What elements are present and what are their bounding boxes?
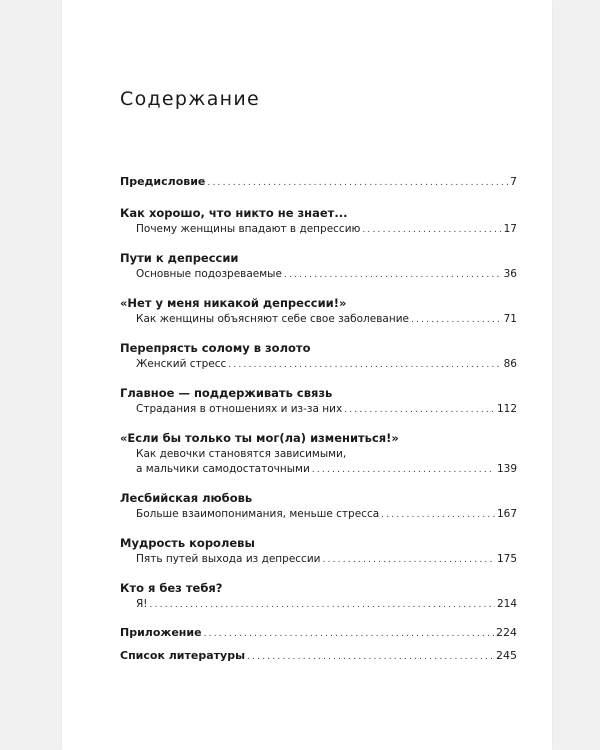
dot-leader: [247, 650, 494, 665]
toc-chapter: [120, 295, 517, 328]
toc-page-number: 7: [510, 175, 517, 188]
dot-leader: [344, 403, 495, 418]
table-of-contents: [120, 174, 517, 677]
toc-page-number: 224: [496, 626, 517, 639]
dot-leader: [207, 176, 508, 191]
toc-entry-bibliography: [120, 648, 517, 665]
dot-leader: [204, 627, 494, 642]
chapter-subtitle: Как женщины объясняют себе свое заболевание: [136, 313, 409, 325]
dot-leader: [150, 598, 495, 613]
dot-leader: [362, 223, 501, 238]
chapter-subtitle-line: Как девочки становятся зависимыми,: [136, 448, 347, 460]
chapter-title: «Нет у меня никакой депрессии!»: [120, 296, 347, 310]
toc-page-number: 36: [503, 268, 517, 280]
chapter-subtitle: а мальчики самодостаточными: [136, 463, 310, 475]
dot-leader: [411, 313, 502, 328]
chapter-title: Как хорошо, что никто не знает...: [120, 206, 348, 220]
toc-page-number: 112: [496, 403, 517, 415]
toc-chapter: [120, 250, 517, 283]
toc-chapter: [120, 490, 517, 523]
toc-chapter: [120, 580, 517, 613]
chapter-subtitle: Почему женщины впадают в депрессию: [136, 223, 361, 235]
toc-chapter: [120, 385, 517, 418]
chapter-title: Мудрость королевы: [120, 536, 255, 550]
toc-chapter: [120, 340, 517, 373]
toc-page-number: 167: [496, 508, 517, 520]
page-title: Содержание: [120, 88, 260, 110]
dot-leader: [312, 463, 495, 478]
toc-page-number: 71: [503, 313, 517, 325]
chapter-subtitle: Пять путей выхода из депрессии: [136, 553, 321, 565]
book-page: [62, 0, 552, 750]
chapter-title: «Если бы только ты мог(ла) измениться!»: [120, 431, 399, 445]
toc-entry-label: Список литературы: [120, 649, 246, 662]
chapter-title: Главное — поддерживать связь: [120, 386, 333, 400]
toc-chapter: [120, 430, 517, 478]
toc-page-number: 214: [496, 598, 517, 610]
chapter-title: Перепрясть солому в золото: [120, 341, 311, 355]
toc-entry-preface: [120, 174, 517, 191]
toc-chapter: [120, 535, 517, 568]
chapter-subtitle: Больше взаимопонимания, меньше стресса: [136, 508, 380, 520]
chapter-title: Лесбийская любовь: [120, 491, 253, 505]
toc-entry-label: Предисловие: [120, 175, 206, 188]
chapter-subtitle: Основные подозреваемые: [136, 268, 282, 280]
chapter-title: Пути к депрессии: [120, 251, 239, 265]
toc-chapter: [120, 205, 517, 238]
chapter-subtitle: Женский стресс: [136, 358, 227, 370]
dot-leader: [381, 508, 495, 523]
dot-leader: [284, 268, 502, 283]
dot-leader: [228, 358, 501, 373]
toc-entry-appendix: [120, 625, 517, 642]
dot-leader: [322, 553, 494, 568]
toc-page-number: 86: [503, 358, 517, 370]
toc-page-number: 175: [496, 553, 517, 565]
toc-entry-label: Приложение: [120, 626, 202, 639]
chapter-title: Кто я без тебя?: [120, 581, 223, 595]
chapter-subtitle: Страдания в отношениях и из-за них: [136, 403, 343, 415]
toc-page-number: 17: [503, 223, 517, 235]
toc-page-number: 245: [496, 649, 517, 662]
toc-page-number: 139: [496, 463, 517, 475]
chapter-subtitle: Я!: [136, 598, 148, 610]
